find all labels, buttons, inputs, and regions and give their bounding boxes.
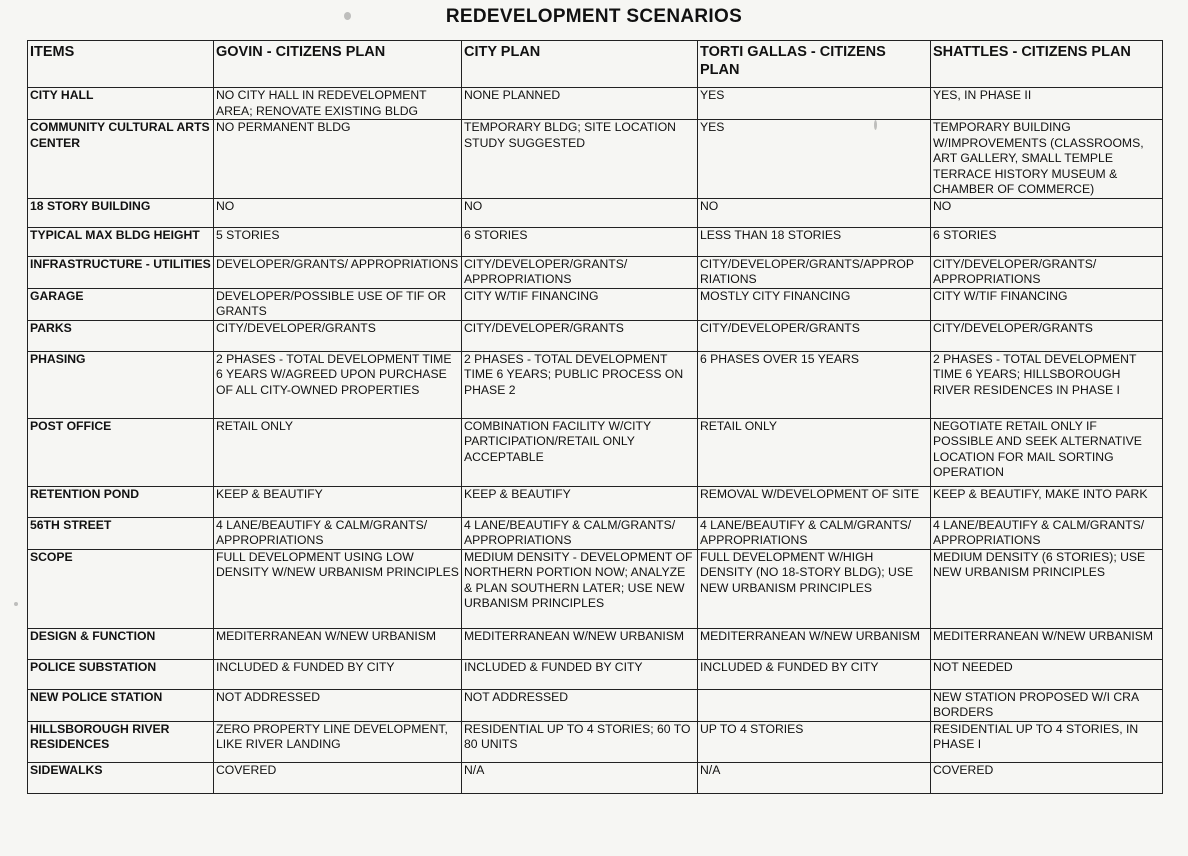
table-row — [28, 628, 1163, 659]
row-item-label: HILLSBOROUGH RIVER RESIDENCES — [28, 721, 214, 762]
row-item-label: RETENTION POND — [28, 486, 214, 517]
cell-shattles-plan: MEDITERRANEAN W/NEW URBANISM — [931, 628, 1163, 659]
row-item-label: COMMUNITY CULTURAL ARTS CENTER — [28, 120, 214, 199]
table-row — [28, 549, 1163, 628]
cell-torti-gallas-plan: MEDITERRANEAN W/NEW URBANISM — [698, 628, 931, 659]
cell-city-plan: NOT ADDRESSED — [462, 689, 698, 721]
cell-shattles-plan: RESIDENTIAL UP TO 4 STORIES, IN PHASE I — [931, 721, 1163, 762]
cell-city-plan: TEMPORARY BLDG; SITE LOCATION STUDY SUGGESTED — [462, 120, 698, 199]
cell-torti-gallas-plan: LESS THAN 18 STORIES — [698, 227, 931, 256]
cell-govin-plan: ZERO PROPERTY LINE DEVELOPMENT, LIKE RIVER LANDING — [214, 721, 462, 762]
table-row — [28, 418, 1163, 486]
cell-city-plan: CITY/DEVELOPER/GRANTS — [462, 320, 698, 351]
cell-city-plan: MEDIUM DENSITY - DEVELOPMENT OF NORTHERN PORTION NOW; ANALYZE & PLAN SOUTHERN LATER; USE NEW URBANISM PRINCIPLES — [462, 549, 698, 628]
cell-govin-plan: KEEP & BEAUTIFY — [214, 486, 462, 517]
row-item-label: PARKS — [28, 320, 214, 351]
cell-torti-gallas-plan: FULL DEVELOPMENT W/HIGH DENSITY (NO 18-STORY BLDG); USE NEW URBANISM PRINCIPLES — [698, 549, 931, 628]
cell-torti-gallas-plan: REMOVAL W/DEVELOPMENT OF SITE — [698, 486, 931, 517]
table-row — [28, 659, 1163, 689]
cell-torti-gallas-plan: MOSTLY CITY FINANCING — [698, 288, 931, 320]
cell-shattles-plan: NEW STATION PROPOSED W/I CRA BORDERS — [931, 689, 1163, 721]
cell-shattles-plan: MEDIUM DENSITY (6 STORIES); USE NEW URBANISM PRINCIPLES — [931, 549, 1163, 628]
row-item-label: DESIGN & FUNCTION — [28, 628, 214, 659]
row-item-label: POLICE SUBSTATION — [28, 659, 214, 689]
cell-govin-plan: MEDITERRANEAN W/NEW URBANISM — [214, 628, 462, 659]
cell-shattles-plan: YES, IN PHASE II — [931, 88, 1163, 120]
cell-shattles-plan: NOT NEEDED — [931, 659, 1163, 689]
row-item-label: CITY HALL — [28, 88, 214, 120]
cell-shattles-plan: CITY/DEVELOPER/GRANTS — [931, 320, 1163, 351]
cell-shattles-plan: 4 LANE/BEAUTIFY & CALM/GRANTS/ APPROPRIATIONS — [931, 517, 1163, 549]
table-row — [28, 227, 1163, 256]
scan-speck — [874, 120, 877, 130]
table-row — [28, 721, 1163, 762]
table-row — [28, 486, 1163, 517]
row-item-label: POST OFFICE — [28, 418, 214, 486]
cell-city-plan: 4 LANE/BEAUTIFY & CALM/GRANTS/ APPROPRIATIONS — [462, 517, 698, 549]
cell-torti-gallas-plan: N/A — [698, 762, 931, 793]
cell-torti-gallas-plan: UP TO 4 STORIES — [698, 721, 931, 762]
cell-shattles-plan: NEGOTIATE RETAIL ONLY IF POSSIBLE AND SEEK ALTERNATIVE LOCATION FOR MAIL SORTING OPERATION — [931, 418, 1163, 486]
row-item-label: INFRASTRUCTURE - UTILITIES — [28, 256, 214, 288]
row-item-label: TYPICAL MAX BLDG HEIGHT — [28, 227, 214, 256]
cell-govin-plan: INCLUDED & FUNDED BY CITY — [214, 659, 462, 689]
header-city-plan: CITY PLAN — [462, 41, 698, 88]
row-item-label: PHASING — [28, 351, 214, 418]
row-item-label: GARAGE — [28, 288, 214, 320]
row-item-label: NEW POLICE STATION — [28, 689, 214, 721]
header-shattles-plan: SHATTLES - CITIZENS PLAN — [931, 41, 1163, 88]
cell-city-plan: NO — [462, 198, 698, 227]
cell-torti-gallas-plan: CITY/DEVELOPER/GRANTS — [698, 320, 931, 351]
cell-shattles-plan: TEMPORARY BUILDING W/IMPROVEMENTS (CLASSROOMS, ART GALLERY, SMALL TEMPLE TERRACE HISTORY MUSEUM & CHAMBER OF COMMERCE) — [931, 120, 1163, 199]
cell-torti-gallas-plan: 4 LANE/BEAUTIFY & CALM/GRANTS/ APPROPRIATIONS — [698, 517, 931, 549]
cell-govin-plan: COVERED — [214, 762, 462, 793]
table-row — [28, 320, 1163, 351]
cell-torti-gallas-plan: YES — [698, 88, 931, 120]
table-row — [28, 120, 1163, 199]
cell-city-plan: NONE PLANNED — [462, 88, 698, 120]
cell-city-plan: N/A — [462, 762, 698, 793]
header-torti-gallas-plan: TORTI GALLAS - CITIZENS PLAN — [698, 41, 931, 88]
cell-torti-gallas-plan: NO — [698, 198, 931, 227]
cell-shattles-plan: 6 STORIES — [931, 227, 1163, 256]
cell-govin-plan: 4 LANE/BEAUTIFY & CALM/GRANTS/ APPROPRIATIONS — [214, 517, 462, 549]
cell-shattles-plan: COVERED — [931, 762, 1163, 793]
cell-torti-gallas-plan: RETAIL ONLY — [698, 418, 931, 486]
row-item-label: SIDEWALKS — [28, 762, 214, 793]
table-row — [28, 256, 1163, 288]
row-item-label: 56TH STREET — [28, 517, 214, 549]
cell-govin-plan: CITY/DEVELOPER/GRANTS — [214, 320, 462, 351]
row-item-label: 18 STORY BUILDING — [28, 198, 214, 227]
cell-govin-plan: FULL DEVELOPMENT USING LOW DENSITY W/NEW URBANISM PRINCIPLES — [214, 549, 462, 628]
header-items: ITEMS — [28, 41, 214, 88]
cell-shattles-plan: NO — [931, 198, 1163, 227]
cell-govin-plan: DEVELOPER/POSSIBLE USE OF TIF OR GRANTS — [214, 288, 462, 320]
cell-shattles-plan: CITY/DEVELOPER/GRANTS/ APPROPRIATIONS — [931, 256, 1163, 288]
table-row — [28, 517, 1163, 549]
header-row — [28, 41, 1163, 88]
cell-govin-plan: RETAIL ONLY — [214, 418, 462, 486]
cell-city-plan: CITY/DEVELOPER/GRANTS/ APPROPRIATIONS — [462, 256, 698, 288]
cell-govin-plan: NO CITY HALL IN REDEVELOPMENT AREA; RENOVATE EXISTING BLDG — [214, 88, 462, 120]
cell-govin-plan: NO — [214, 198, 462, 227]
scan-speck — [344, 12, 351, 20]
cell-city-plan: RESIDENTIAL UP TO 4 STORIES; 60 TO 80 UNITS — [462, 721, 698, 762]
cell-city-plan: 2 PHASES - TOTAL DEVELOPMENT TIME 6 YEARS; PUBLIC PROCESS ON PHASE 2 — [462, 351, 698, 418]
scenarios-table — [27, 40, 1163, 794]
cell-city-plan: 6 STORIES — [462, 227, 698, 256]
table-row — [28, 762, 1163, 793]
cell-shattles-plan: KEEP & BEAUTIFY, MAKE INTO PARK — [931, 486, 1163, 517]
cell-city-plan: COMBINATION FACILITY W/CITY PARTICIPATION/RETAIL ONLY ACCEPTABLE — [462, 418, 698, 486]
cell-govin-plan: DEVELOPER/GRANTS/ APPROPRIATIONS — [214, 256, 462, 288]
cell-city-plan: MEDITERRANEAN W/NEW URBANISM — [462, 628, 698, 659]
table-row — [28, 288, 1163, 320]
table-row — [28, 88, 1163, 120]
cell-torti-gallas-plan: CITY/DEVELOPER/GRANTS/APPROP RIATIONS — [698, 256, 931, 288]
cell-torti-gallas-plan: YES — [698, 120, 931, 199]
cell-torti-gallas-plan — [698, 689, 931, 721]
scan-speck — [14, 602, 18, 606]
cell-shattles-plan: 2 PHASES - TOTAL DEVELOPMENT TIME 6 YEARS; HILLSBOROUGH RIVER RESIDENCES IN PHASE I — [931, 351, 1163, 418]
cell-city-plan: CITY W/TIF FINANCING — [462, 288, 698, 320]
cell-shattles-plan: CITY W/TIF FINANCING — [931, 288, 1163, 320]
header-govin-plan: GOVIN - CITIZENS PLAN — [214, 41, 462, 88]
row-item-label: SCOPE — [28, 549, 214, 628]
cell-torti-gallas-plan: INCLUDED & FUNDED BY CITY — [698, 659, 931, 689]
table-row — [28, 689, 1163, 721]
cell-torti-gallas-plan: 6 PHASES OVER 15 YEARS — [698, 351, 931, 418]
cell-govin-plan: 5 STORIES — [214, 227, 462, 256]
cell-govin-plan: NO PERMANENT BLDG — [214, 120, 462, 199]
cell-city-plan: INCLUDED & FUNDED BY CITY — [462, 659, 698, 689]
table-row — [28, 351, 1163, 418]
cell-city-plan: KEEP & BEAUTIFY — [462, 486, 698, 517]
page-title: REDEVELOPMENT SCENARIOS — [445, 6, 743, 27]
cell-govin-plan: NOT ADDRESSED — [214, 689, 462, 721]
cell-govin-plan: 2 PHASES - TOTAL DEVELOPMENT TIME 6 YEARS W/AGREED UPON PURCHASE OF ALL CITY-OWNED PROPERTIES — [214, 351, 462, 418]
table-row — [28, 198, 1163, 227]
